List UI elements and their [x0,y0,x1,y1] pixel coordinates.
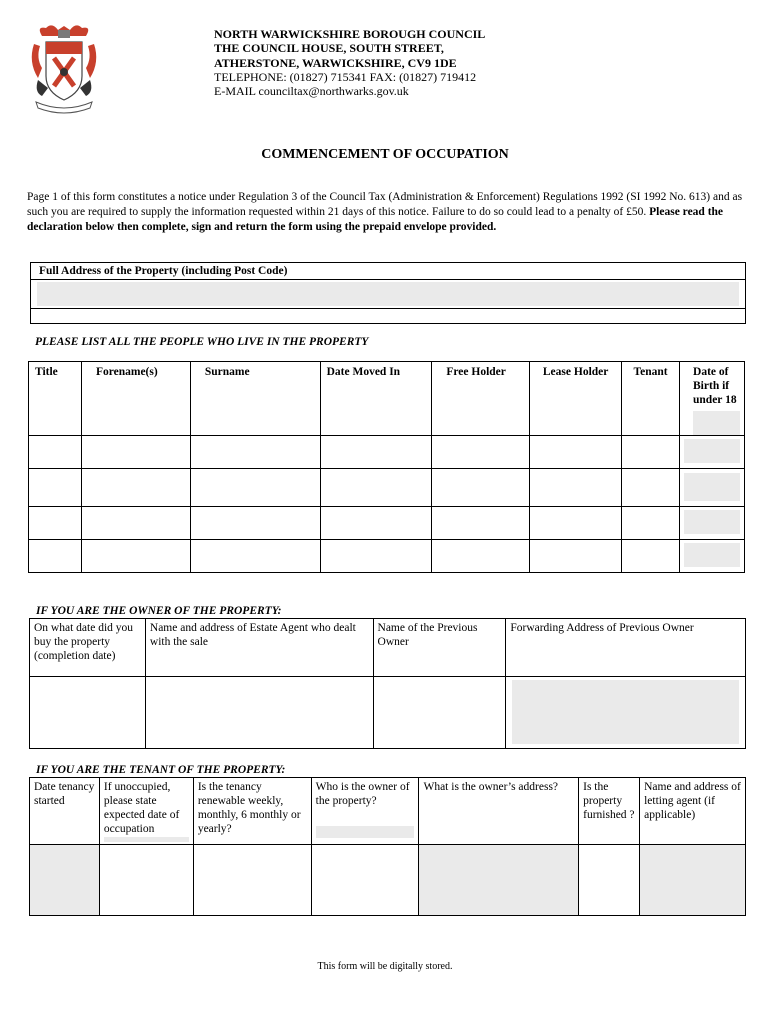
occupant-row [29,507,745,540]
occupant-row [29,436,745,469]
completion-date-field[interactable] [30,677,146,749]
council-address-block [214,27,485,98]
property-owner-field[interactable] [311,845,419,916]
owner-section-heading: IF YOU ARE THE OWNER OF THE PROPERTY: [36,605,282,617]
furnished-field[interactable] [579,845,640,916]
dob-field-3[interactable] [684,473,740,501]
intro-instruction: Please read the declaration below then complete, sign and return the form using the prepaid envelope provided. [27,206,724,233]
owner-address-field[interactable] [419,845,578,915]
occupants-header-row [29,362,745,436]
col-surname: Surname [190,362,320,436]
intro-text: Page 1 of this form constitutes a notice under Regulation 3 of the Council Tax (Administration & Enforcement) Regulations 1992 (SI 1992 No. 613) and as such you are required to supply the information requested within 21 days of this notice. Failure to do so could lead to a penalty of £50. [27,191,743,218]
col-completion-date: On what date did you buy the property (completion date) [30,619,146,677]
col-previous-owner: Name of the Previous Owner [373,619,506,677]
property-address-field[interactable] [37,282,739,306]
council-email: E-MAIL counciltax@northwarks.gov.uk [214,84,409,99]
col-owner-address: What is the owner’s address? [419,778,579,845]
col-forwarding-address: Forwarding Address of Previous Owner [506,619,746,677]
property-address-label: Full Address of the Property (including Post Code) [31,263,746,280]
col-title: Title [29,362,82,436]
tenant-table [29,777,746,916]
col-dob-under-18: Date of Birth if under 18 [680,362,745,436]
col-date-moved-in: Date Moved In [320,362,432,436]
intro-paragraph [27,190,747,235]
dob-field-5[interactable] [684,543,740,567]
footer-note: This form will be digitally stored. [317,961,453,972]
form-title: COMMENCEMENT OF OCCUPATION [261,147,509,162]
dob-field-4[interactable] [684,510,740,534]
council-name: NORTH WARWICKSHIRE BOROUGH COUNCIL [214,27,486,41]
tenant-section-heading: IF YOU ARE THE TENANT OF THE PROPERTY: [36,764,286,776]
occupant-row [29,469,745,507]
council-town: ATHERSTONE, WARWICKSHIRE, CV9 1DE [214,55,457,70]
col-furnished: Is the property furnished ? [579,778,640,845]
people-section-heading: PLEASE LIST ALL THE PEOPLE WHO LIVE IN THE PROPERTY [35,336,369,348]
dob-field-2[interactable] [684,439,740,463]
property-postcode-row[interactable] [31,309,746,324]
col-free-holder: Free Holder [432,362,530,436]
occupant-row [29,540,745,573]
tenant-entry-row [30,845,746,916]
tenant-header-row [30,778,746,845]
col-letting-agent: Name and address of letting agent (if applicable) [640,778,746,845]
council-crest-logo [28,22,100,114]
dob-field-1[interactable] [693,411,740,435]
col-estate-agent: Name and address of Estate Agent who dealt with the sale [145,619,373,677]
owner-entry-row [30,677,746,749]
property-address-table [30,262,746,324]
col-lease-holder: Lease Holder [530,362,622,436]
tenancy-renewal-field[interactable] [193,845,311,916]
col-property-owner: Who is the owner of the property? [311,778,419,845]
occupants-table [28,361,745,573]
council-telephone: TELEPHONE: (01827) 715341 FAX: (01827) 719412 [214,69,477,84]
council-street: THE COUNCIL HOUSE, SOUTH STREET, [214,41,444,56]
col-tenancy-renewal: Is the tenancy renewable weekly, monthly, 6 monthly or yearly? [193,778,311,845]
col-tenant: Tenant [622,362,680,436]
estate-agent-field[interactable] [145,677,373,749]
owner-header-row [30,619,746,677]
col-tenancy-started: Date tenancy started [30,778,100,845]
owner-table [29,618,746,749]
col-expected-occupation: If unoccupied, please state expected date of occupation [99,778,193,845]
letting-agent-field[interactable] [640,845,745,915]
expected-occupation-field[interactable] [99,845,193,916]
previous-owner-field[interactable] [373,677,506,749]
col-forename: Forename(s) [81,362,190,436]
forwarding-address-field[interactable] [512,680,739,744]
tenancy-started-field[interactable] [30,845,99,915]
